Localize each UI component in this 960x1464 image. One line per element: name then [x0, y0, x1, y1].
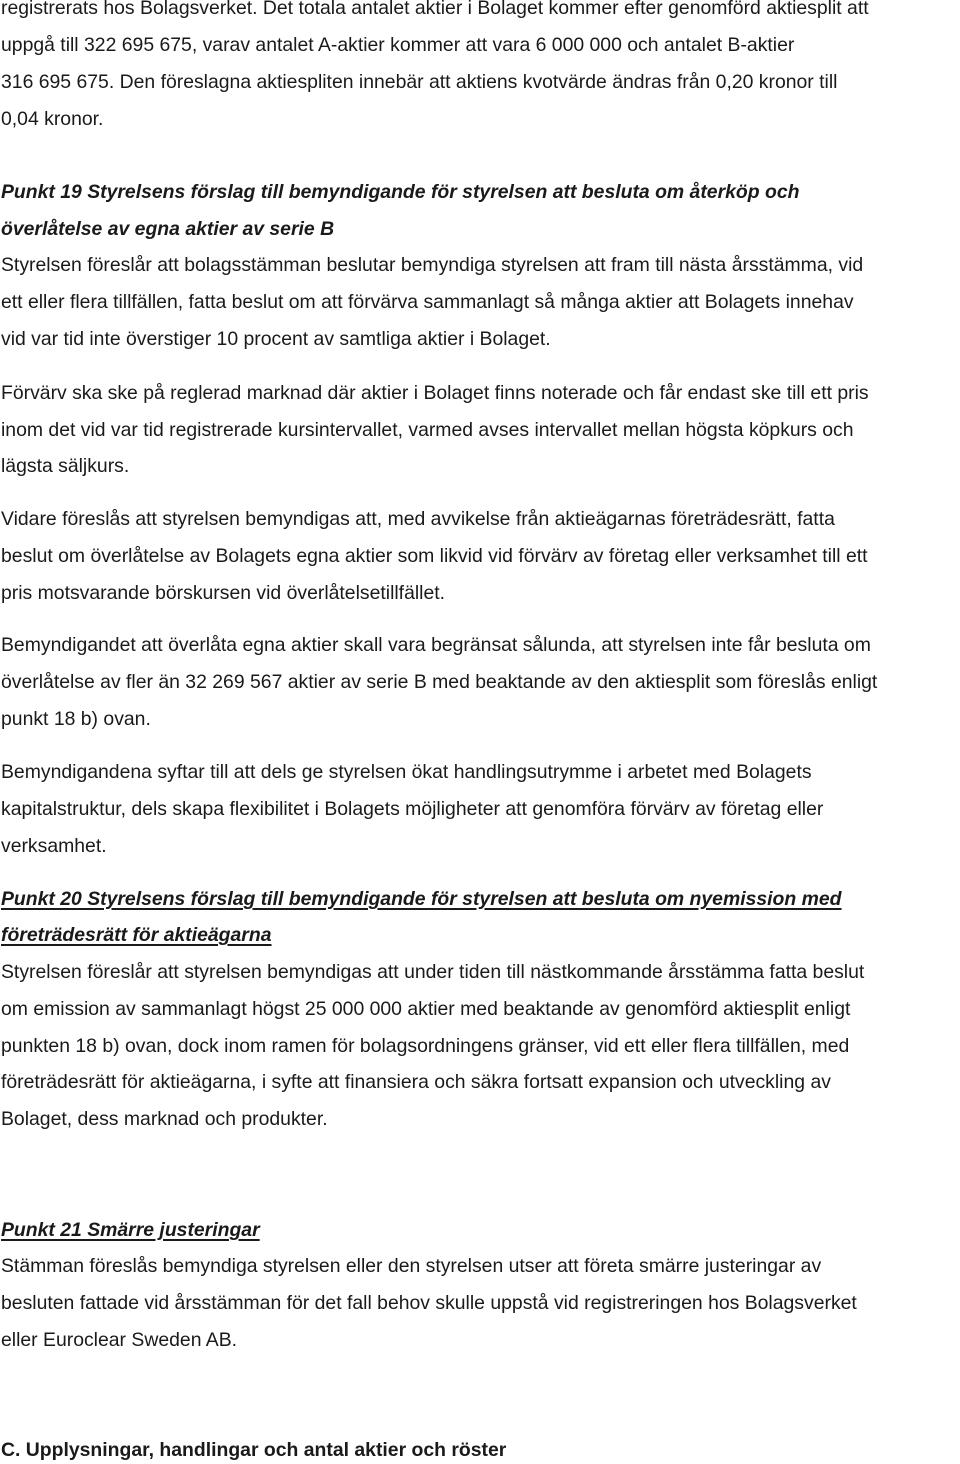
- section-heading: Punkt 20 Styrelsens förslag till bemyndigande för styrelsen att besluta om nyemission med: [1, 888, 842, 910]
- text-line: punkten 18 b) ovan, dock inom ramen för bolagsordningens gränser, vid ett eller flera tillfällen, med: [1, 1035, 850, 1057]
- text-line: Bemyndigandena syftar till att dels ge styrelsen ökat handlingsutrymme i arbetet med Bolagets: [1, 761, 812, 783]
- section-heading: företrädesrätt för aktieägarna: [1, 924, 272, 946]
- text-line: besluten fattade vid årsstämman för det fall behov skulle uppstå vid registreringen hos Bolagsverket: [1, 1292, 857, 1314]
- section-heading: överlåtelse av egna aktier av serie B: [1, 218, 335, 240]
- text-line: Styrelsen föreslår att styrelsen bemyndigas att under tiden till nästkommande årsstämma fatta beslut: [1, 961, 865, 983]
- text-line: företrädesrätt för aktieägarna, i syfte att finansiera och säkra fortsatt expansion och utveckling av: [1, 1071, 831, 1093]
- text-line: 0,04 kronor.: [1, 108, 104, 130]
- text-line: registrerats hos Bolagsverket. Det totala antalet aktier i Bolaget kommer efter genomförd aktiesplit att: [1, 0, 869, 19]
- section-heading: Punkt 21 Smärre justeringar: [1, 1219, 260, 1241]
- text-line: pris motsvarande börskursen vid överlåtelsetillfället.: [1, 582, 446, 604]
- text-line: uppgå till 322 695 675, varav antalet A-aktier kommer att vara 6 000 000 och antalet B-aktier: [1, 34, 795, 56]
- text-line: om emission av sammanlagt högst 25 000 000 aktier med beaktande av genomförd aktiesplit enligt: [1, 998, 851, 1020]
- text-line: Bemyndigandet att överlåta egna aktier skall vara begränsat sålunda, att styrelsen inte får besluta om: [1, 634, 871, 656]
- text-line: kapitalstruktur, dels skapa flexibilitet i Bolagets möjligheter att genomföra förvärv av företag eller: [1, 798, 824, 820]
- text-line: inom det vid var tid registrerade kursintervallet, varmed avses intervallet mellan högsta köpkurs och: [1, 419, 854, 441]
- text-line: Förvärv ska ske på reglerad marknad där aktier i Bolaget finns noterade och får endast ske till ett pris: [1, 382, 869, 404]
- section-heading: Punkt 19 Styrelsens förslag till bemyndigande för styrelsen att besluta om återköp och: [1, 181, 800, 203]
- text-line: Vidare föreslås att styrelsen bemyndigas att, med avvikelse från aktieägarnas företrädesrätt, fatta: [1, 508, 835, 530]
- text-line: punkt 18 b) ovan.: [1, 708, 151, 730]
- text-line: 316 695 675. Den föreslagna aktiespliten innebär att aktiens kvotvärde ändras från 0,20 kronor till: [1, 71, 838, 93]
- text-line: eller Euroclear Sweden AB.: [1, 1329, 238, 1351]
- text-line: lägsta säljkurs.: [1, 455, 130, 477]
- text-line: beslut om överlåtelse av Bolagets egna aktier som likvid vid förvärv av företag eller verksamhet till ett: [1, 545, 868, 567]
- text-line: Bolaget, dess marknad och produkter.: [1, 1108, 328, 1130]
- text-line: Stämman föreslås bemyndiga styrelsen eller den styrelsen utser att företa smärre justeringar av: [1, 1255, 822, 1277]
- text-line: verksamhet.: [1, 835, 107, 857]
- text-line: Styrelsen föreslår att bolagsstämman beslutar bemyndiga styrelsen att fram till nästa årsstämma, vid: [1, 254, 864, 276]
- section-c-title: C. Upplysningar, handlingar och antal aktier och röster: [1, 1439, 507, 1461]
- text-line: ett eller flera tillfällen, fatta beslut om att förvärva sammanlagt så många aktier att Bolagets innehav: [1, 291, 854, 313]
- text-line: vid var tid inte överstiger 10 procent av samtliga aktier i Bolaget.: [1, 328, 551, 350]
- text-line: överlåtelse av fler än 32 269 567 aktier av serie B med beaktande av den aktiesplit som föreslås enligt: [1, 671, 878, 693]
